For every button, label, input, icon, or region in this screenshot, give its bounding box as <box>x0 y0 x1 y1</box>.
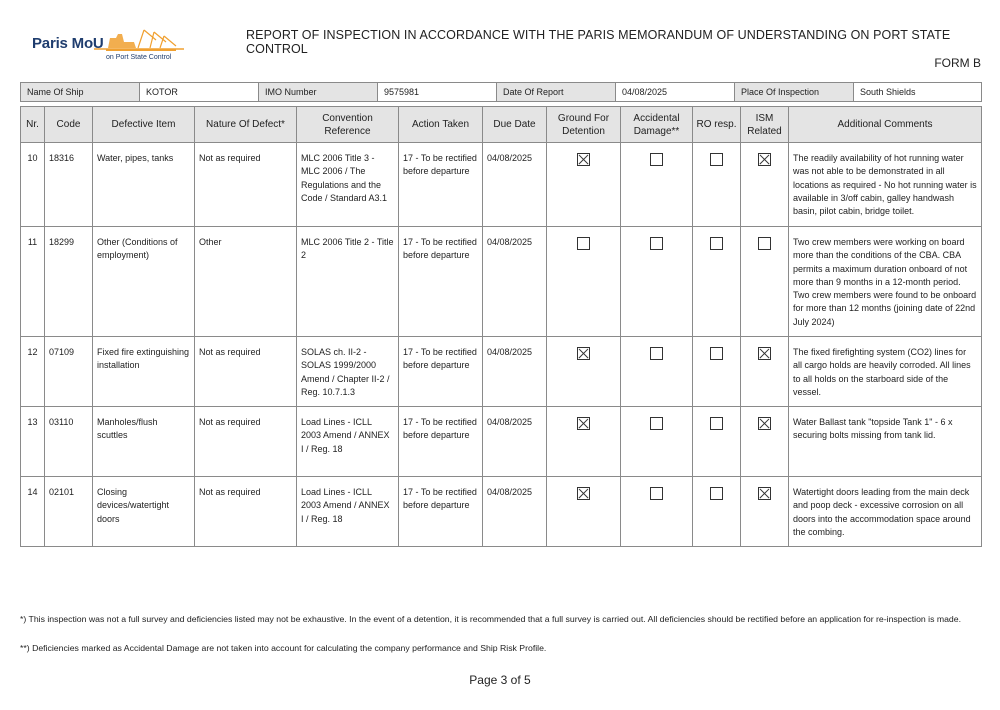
row-ro <box>693 227 741 337</box>
row-nr: 13 <box>21 407 45 477</box>
row-comments: Two crew members were working on board more than the conditions of the CBA. CBA permits a maximum duration onboard of not more than 9 months in a 12-month period. Two crew members were found to be onboard for more than 12 months (joining date of 22nd July 2024) <box>789 227 982 337</box>
row-ism-checkbox <box>758 347 771 360</box>
form-label: FORM B <box>934 56 981 70</box>
row-convention: MLC 2006 Title 2 - Title 2 <box>297 227 399 337</box>
col-accidental: Accidental Damage** <box>621 107 693 143</box>
imo-label: IMO Number <box>259 83 378 102</box>
row-comments: The fixed firefighting system (CO2) lines for all cargo holds are heavily corroded. All lines to all holds on the starboard side of the vessel. <box>789 337 982 407</box>
row-nature: Other <box>195 227 297 337</box>
row-accidental <box>621 337 693 407</box>
col-nature: Nature Of Defect* <box>195 107 297 143</box>
row-nr: 12 <box>21 337 45 407</box>
row-defective-item: Water, pipes, tanks <box>93 143 195 227</box>
row-ism-checkbox <box>758 487 771 500</box>
row-accidental <box>621 477 693 547</box>
row-due-date: 04/08/2025 <box>483 143 547 227</box>
row-detention-checkbox <box>577 487 590 500</box>
row-ism <box>741 227 789 337</box>
logo-underline <box>106 49 176 51</box>
table-row <box>21 477 982 547</box>
row-ism-checkbox <box>758 417 771 430</box>
table-row <box>21 227 982 337</box>
row-nature: Not as required <box>195 477 297 547</box>
row-ro-checkbox <box>710 417 723 430</box>
row-ro <box>693 477 741 547</box>
row-accidental-checkbox <box>650 347 663 360</box>
row-detention-checkbox <box>577 347 590 360</box>
col-ro: RO resp. <box>693 107 741 143</box>
report-title: REPORT OF INSPECTION IN ACCORDANCE WITH THE PARIS MEMORANDUM OF UNDERSTANDING ON PORT STATE CONTROL <box>246 28 951 56</box>
row-accidental <box>621 407 693 477</box>
row-defective-item: Closing devices/watertight doors <box>93 477 195 547</box>
ship-info-table <box>20 82 982 102</box>
row-code: 02101 <box>45 477 93 547</box>
row-convention: Load Lines - ICLL 2003 Amend / ANNEX I / Reg. 18 <box>297 407 399 477</box>
logo-title: Paris MoU <box>32 35 104 52</box>
row-ro-checkbox <box>710 153 723 166</box>
row-detention <box>547 227 621 337</box>
row-code: 03110 <box>45 407 93 477</box>
col-comments: Additional Comments <box>789 107 982 143</box>
table-row <box>21 407 982 477</box>
inspection-place-value: South Shields <box>854 83 982 102</box>
col-defective-item: Defective Item <box>93 107 195 143</box>
row-defective-item: Manholes/flush scuttles <box>93 407 195 477</box>
row-ro <box>693 143 741 227</box>
col-nr: Nr. <box>21 107 45 143</box>
row-detention-checkbox <box>577 417 590 430</box>
row-detention <box>547 477 621 547</box>
row-accidental <box>621 227 693 337</box>
row-nature: Not as required <box>195 337 297 407</box>
row-ro <box>693 407 741 477</box>
page-number: Page 3 of 5 <box>469 673 531 687</box>
row-action: 17 - To be rectified before departure <box>399 143 483 227</box>
row-accidental-checkbox <box>650 237 663 250</box>
row-ro-checkbox <box>710 237 723 250</box>
row-nr: 14 <box>21 477 45 547</box>
col-due-date: Due Date <box>483 107 547 143</box>
row-nature: Not as required <box>195 143 297 227</box>
row-ism-checkbox <box>758 237 771 250</box>
row-detention-checkbox <box>577 237 590 250</box>
row-action: 17 - To be rectified before departure <box>399 227 483 337</box>
col-ism: ISM Related <box>741 107 789 143</box>
col-convention: Convention Reference <box>297 107 399 143</box>
row-code: 07109 <box>45 337 93 407</box>
table-row <box>21 143 982 227</box>
footnote-2: **) Deficiencies marked as Accidental Damage are not taken into account for calculating the company performance and Ship Risk Profile. <box>20 643 547 653</box>
row-ism <box>741 143 789 227</box>
row-comments: Watertight doors leading from the main deck and poop deck - excessive corrosion on all doors into the accommodation space around the combing. <box>789 477 982 547</box>
row-nr: 10 <box>21 143 45 227</box>
imo-value: 9575981 <box>378 83 497 102</box>
row-due-date: 04/08/2025 <box>483 407 547 477</box>
row-due-date: 04/08/2025 <box>483 337 547 407</box>
col-detention: Ground For Detention <box>547 107 621 143</box>
row-comments: The readily availability of hot running water was not able to be demonstrated in all locations as required - No hot running water is available in 3/off cabin, galley handwash basin, pilot cabin, bridge toilet. <box>789 143 982 227</box>
row-ism-checkbox <box>758 153 771 166</box>
ship-name-label: Name Of Ship <box>21 83 140 102</box>
row-due-date: 04/08/2025 <box>483 477 547 547</box>
row-convention: Load Lines - ICLL 2003 Amend / ANNEX I / Reg. 18 <box>297 477 399 547</box>
row-nature: Not as required <box>195 407 297 477</box>
inspection-place-label: Place Of Inspection <box>735 83 854 102</box>
row-action: 17 - To be rectified before departure <box>399 477 483 547</box>
row-ism <box>741 407 789 477</box>
col-code: Code <box>45 107 93 143</box>
row-due-date: 04/08/2025 <box>483 227 547 337</box>
row-code: 18316 <box>45 143 93 227</box>
row-ism <box>741 337 789 407</box>
row-comments: Water Ballast tank "topside Tank 1" - 6 x securing bolts missing from tank lid. <box>789 407 982 477</box>
row-code: 18299 <box>45 227 93 337</box>
row-ro <box>693 337 741 407</box>
table-header-row <box>21 107 982 143</box>
row-detention-checkbox <box>577 153 590 166</box>
row-defective-item: Fixed fire extinguishing installation <box>93 337 195 407</box>
row-accidental-checkbox <box>650 487 663 500</box>
col-action: Action Taken <box>399 107 483 143</box>
row-ism <box>741 477 789 547</box>
report-date-label: Date Of Report <box>497 83 616 102</box>
row-ro-checkbox <box>710 487 723 500</box>
logo-subtitle: on Port State Control <box>106 54 172 61</box>
row-nr: 11 <box>21 227 45 337</box>
row-ro-checkbox <box>710 347 723 360</box>
footnote-1: *) This inspection was not a full survey and deficiencies listed may not be exhaustive. In the event of a detention, it is recommended that a full survey is carried out. All deficiencies should be rectified before an application for re-inspection is made. <box>20 614 962 624</box>
row-convention: SOLAS ch. II-2 - SOLAS 1999/2000 Amend / Chapter II-2 / Reg. 10.7.1.3 <box>297 337 399 407</box>
report-date-value: 04/08/2025 <box>616 83 735 102</box>
deficiency-table <box>20 106 982 547</box>
paris-mou-logo <box>28 28 178 68</box>
row-convention: MLC 2006 Title 3 - MLC 2006 / The Regulations and the Code / Standard A3.1 <box>297 143 399 227</box>
row-detention <box>547 407 621 477</box>
row-defective-item: Other (Conditions of employment) <box>93 227 195 337</box>
row-detention <box>547 143 621 227</box>
table-row <box>21 337 982 407</box>
row-accidental-checkbox <box>650 417 663 430</box>
row-accidental <box>621 143 693 227</box>
row-action: 17 - To be rectified before departure <box>399 337 483 407</box>
row-detention <box>547 337 621 407</box>
row-accidental-checkbox <box>650 153 663 166</box>
ship-name-value: KOTOR <box>140 83 259 102</box>
row-action: 17 - To be rectified before departure <box>399 407 483 477</box>
